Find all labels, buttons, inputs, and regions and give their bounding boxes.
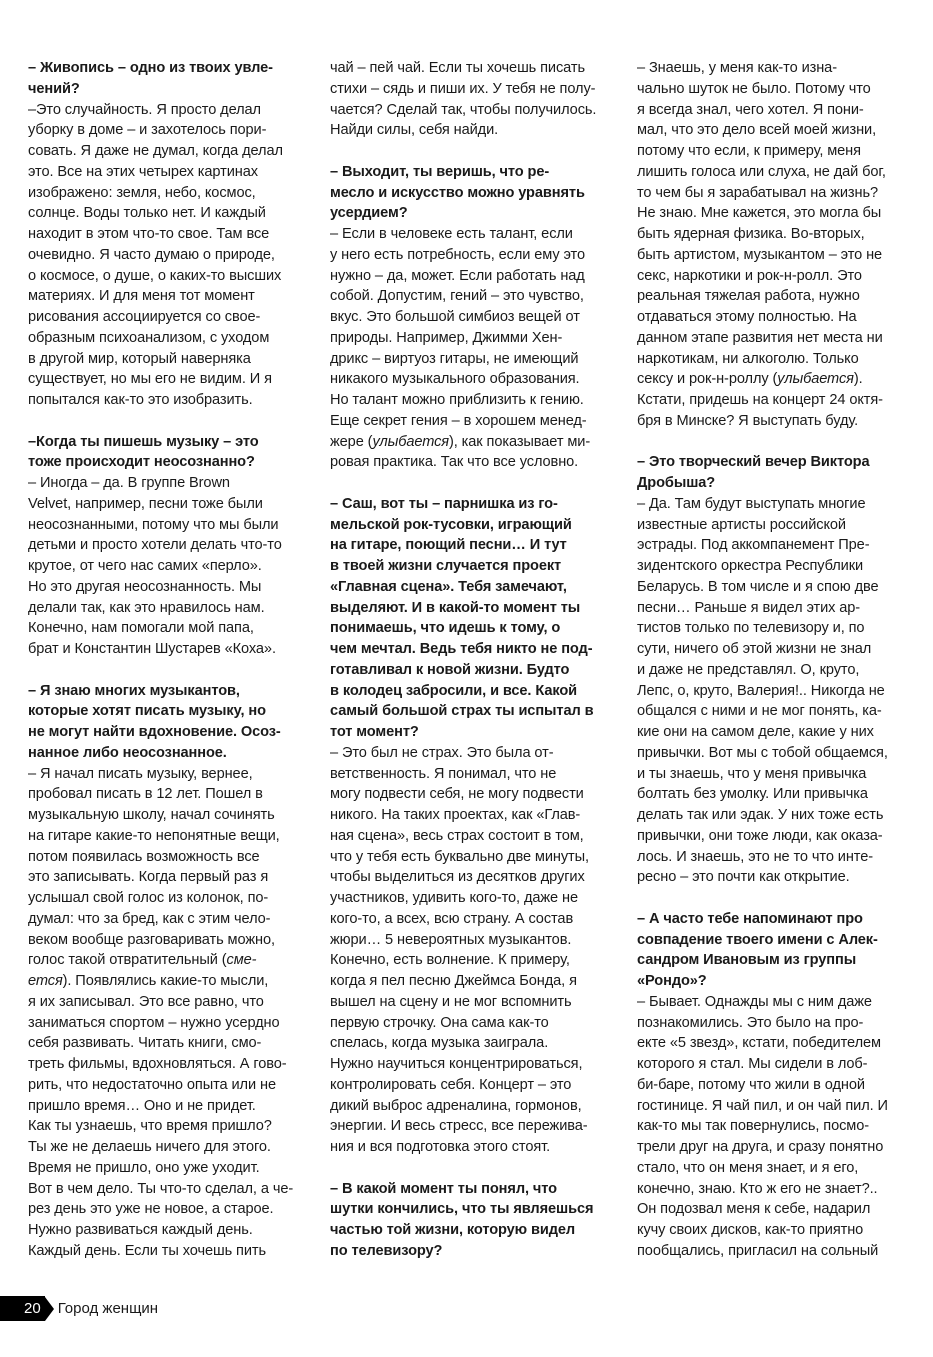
paragraph-gap — [330, 1158, 608, 1179]
interview-answer: –Это случайность. Я просто делал уборку в доме – и захотелось пори- совать. Я даже не думал, когда делал это. Все на этих четырех картинах изображено: земля, небо, космос, солнце. Воды только нет. И каждый находит в этом что-то свое. Там все очевидно. Я часто думаю о природе, о космосе, о душе, о каких-то высших материях. И для меня тот момент рисования ассоциируется со свое- образным психоанализом, с уходом в другой мир, который наверняка существует, но мы его не видим. И я попытался как-то это изобразить. — [28, 101, 283, 408]
paragraph-gap — [28, 411, 306, 432]
paragraph-gap — [330, 473, 608, 494]
interview-question: – В какой момент ты понял, что шутки кончились, что ты являешься частью той жизни, которую видел по телевизору? — [330, 1180, 594, 1259]
interview-question: – А часто тебе напоминают про совпадение твоего имени с Алек- сандром Ивановым из группы «Рондо»? — [637, 910, 878, 989]
interview-question: – Выходит, ты веришь, что ре- месло и искусство можно уравнять усердием? — [330, 163, 585, 222]
article-column-3 — [637, 58, 915, 1262]
interview-question: –Когда ты пишешь музыку – это тоже происходит неосознанно? — [28, 433, 259, 471]
interview-answer: – Бывает. Однажды мы с ним даже познакомились. Это было на про- екте «5 звезд», кстати, победителем которого я стал. Мы сидели в лоб- би-баре, потому что жили в одной гостинице. Я чай пил, и он чай пил. И как-то мы так повернулись, посмо- трели друг на друга, и сразу понятно стало, что он меня знает, и я его, конечно, знаю. Кто ж его не знает?.. Он подозвал меня к себе, надарил кучу своих дисков, как-то приятно пообщались, пригласил на сольный — [637, 993, 888, 1259]
paragraph-gap — [28, 660, 306, 681]
interview-answer: – Если в человеке есть талант, если у него есть потребность, если ему это нужно – да, может. Если работать над собой. Допустим, гений – это чувство, вкус. Это большой симбиоз вещей от природы. Например, Джимми Хен- дрикс – виртуоз гитары, не имеющий никакого музыкального образования. Но талант можно приблизить к гению. Еще секрет гения – в хорошем менед- жере (улыбается), как показывает ми- ровая практика. Так что все условно. — [330, 226, 591, 471]
interview-answer: – Это был не страх. Это была от- ветственность. Я понимал, что не могу подвести себя, не могу подвести никого. На таких проектах, как «Глав- ная сцена», весь страх состоит в том, что у тебя есть буквально две минуты, чтобы выделиться из десятков других участников, удивить кого-то, даже не кого-то, а всех, всю страну. А состав жюри… 5 невероятных музыкантов. Конечно, есть волнение. К примеру, когда я пел песню Джеймса Бонда, я вышел на сцену и не мог вспомнить первую строчку. Она сама как-то спелась, когда музыка заиграла. Нужно научиться концентрироваться, контролировать себя. Концерт – это дикий выброс адреналина, гормонов, энергии. И весь стресс, все пережива- ния и вся подготовка этого стоят. — [330, 744, 589, 1155]
interview-answer: – Я начал писать музыку, вернее, пробовал писать в 12 лет. Пошел в музыкальную школу, начал сочинять на гитаре какие-то непонятные вещи, потом появилась возможность все это записывать. Когда первый раз я услышал свой голос из колонок, по- думал: что за бред, как с этим чело- веком вообще разговаривать можно, голос такой отвратительный (сме- ется). Появлялись какие-то мысли, я их записывал. Это все равно, что заниматься спортом – нужно усердно себя развивать. Читать книги, смо- треть фильмы, вдохновляться. А гово- рить, что недостаточно опыта или не пришло время… Оно и не придет. Как ты узнаешь, что время пришло? Ты же не делаешь ничего для этого. Время не пришло, оно уже уходит. Вот в чем дело. Ты что-то сделал, а че- рез день это уже не новое, а старое. Нужно развиваться каждый день. Каждый день. Если ты хочешь пить — [28, 765, 294, 1259]
interview-question: – Саш, вот ты – парнишка из го- мельской рок-тусовки, играющий на гитаре, поющий песни… И тут в твоей жизни случается проект «Главная сцена». Тебя замечают, выделяют. И в какой-то момент ты понимаешь, что идешь к тому, о чем мечтал. Ведь тебя никто не под- готавливал к новой жизни. Будто в колодец забросили, и все. Какой самый большой страх ты испытал в тот момент? — [330, 495, 594, 740]
interview-question: – Живопись – одно из твоих увле- чений? — [28, 60, 273, 97]
page-footer — [0, 1296, 158, 1321]
interview-question: – Это творческий вечер Виктора Дробыша? — [637, 454, 870, 491]
article-column-1 — [28, 58, 306, 1262]
paragraph-gap — [637, 888, 915, 909]
interview-question: – Я знаю многих музыкантов, которые хотят писать музыку, но не могут найти вдохновение. Осоз- нанное либо неосознанное. — [28, 682, 281, 761]
interview-answer: – Иногда – да. В группе Brown Velvet, например, песни тоже были неосознанными, потому что мы были детьми и просто хотели делать что-то крутое, от чего нас самих «перло». Но это другая неосознанность. Мы делали так, как это нравилось нам. Конечно, нам помогали мой папа, брат и Константин Шустарев «Коха». — [28, 475, 282, 657]
magazine-title: Город женщин — [57, 1300, 159, 1317]
paragraph-gap — [330, 141, 608, 162]
article-column-2 — [330, 58, 608, 1262]
interview-answer: – Да. Там будут выступать многие известные артисты российской эстрады. Под аккомпанемент Пре- зидентского оркестра Республики Беларусь. В том числе и я спою две песни… Раньше я видел этих ар- тистов только по телевизору и, по сути, ничего об этой жизни не знал и даже не представлял. О, круто, Лепс, о, круто, Валерия!.. Никогда не общался с ними и не мог понять, ка- кие они на самом деле, какие у них привычки. Вот мы с тобой общаемся, и ты знаешь, что у меня привычка болтать без умолку. Или привычка делать так или эдак. У них тоже есть привычки, они тоже люди, как оказа- лось. И знаешь, это не то что инте- ресно – это почти как открытие. — [637, 495, 888, 886]
interview-answer: чай – пей чай. Если ты хочешь писать стихи – сядь и пиши их. У тебя не полу- чается? Сделай так, чтобы получилось. Найди силы, себя найди. — [330, 60, 597, 139]
interview-answer: – Знаешь, у меня как-то изна- чально шуток не было. Потому что я всегда знал, чего хотел. Я пони- мал, что это дело всей моей жизни, потому что если, к примеру, меня лишить голоса или слуха, не дай бог, то чем бы я зарабатывал на жизнь? Не знаю. Мне кажется, это могла бы быть ядерная физика. Во-вторых, быть артистом, музыкантом – это не секс, наркотики и рок-н-ролл. Это реальная тяжелая работа, нужно отдаваться этому полностью. На данном этапе развития нет места ни наркотикам, ни алкоголю. Только сексу и рок-н-роллу (улыбается). Кстати, придешь на концерт 24 октя- бря в Минске? Я выступать буду. — [637, 60, 886, 429]
paragraph-gap — [637, 432, 915, 453]
page-number: 20 — [0, 1296, 45, 1321]
page-number-arrow-icon — [45, 1297, 54, 1321]
